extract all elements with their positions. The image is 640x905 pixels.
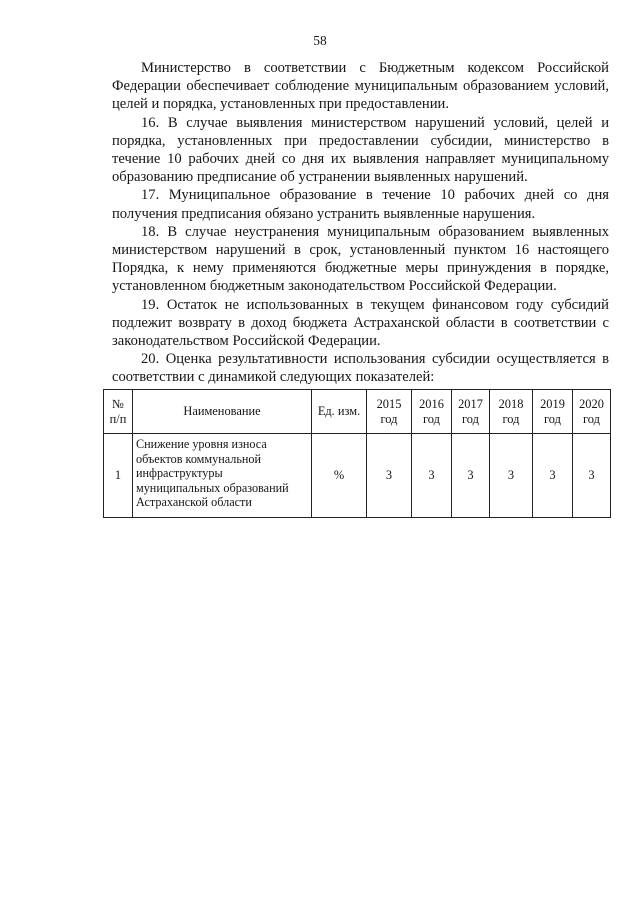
header-2016: 2016 год — [412, 390, 452, 434]
table-header-row — [104, 390, 611, 434]
paragraph-19: 19. Остаток не использованных в текущем финансовом году субсидий подлежит возврату в доход бюджета Астраханской области в соответствии с законодательством Российской Федерации. — [112, 296, 609, 350]
cell-2020: 3 — [573, 434, 611, 518]
cell-2016: 3 — [412, 434, 452, 518]
paragraph-18: 18. В случае неустранения муниципальным образованием выявленных министерством нарушений в срок, установленный пунктом 16 настоящего Порядка, к нему применяются бюджетные меры принуждения в порядке, установленном бюджетным законодательством Российской Федерации. — [112, 223, 609, 295]
cell-2018: 3 — [490, 434, 533, 518]
document-body — [112, 59, 609, 387]
page-number: 58 — [313, 33, 327, 48]
cell-name: Снижение уровня износа объектов коммунальной инфраструктуры муниципальных образований Астраханской области — [133, 434, 312, 518]
header-name: Наименование — [133, 390, 312, 434]
header-2015: 2015 год — [367, 390, 412, 434]
indicators-table — [103, 389, 611, 518]
cell-2017: 3 — [452, 434, 490, 518]
header-2020: 2020 год — [573, 390, 611, 434]
cell-2019: 3 — [533, 434, 573, 518]
paragraph-17: 17. Муниципальное образование в течение 10 рабочих дней со дня получения предписания обязано устранить выявленные нарушения. — [112, 187, 609, 222]
paragraph-16: 16. В случае выявления министерством нарушений условий, целей и порядка, установленных при предоставлении субсидии, министерство в течение 10 рабочих дней со дня их выявления направляет муниципальному образованию предписание об устранении выявленных нарушений. — [112, 114, 609, 186]
header-number: № п/п — [104, 390, 133, 434]
paragraph-ministry-compliance: Министерство в соответствии с Бюджетным кодексом Российской Федерации обеспечивает соблюдение муниципальным образованием условий, целей и порядка, установленных при предоставлении. — [112, 60, 609, 113]
paragraph-20: 20. Оценка результативности использования субсидии осуществляется в соответствии с динамикой следующих показателей: — [112, 351, 609, 386]
header-2018: 2018 год — [490, 390, 533, 434]
header-unit: Ед. изм. — [312, 390, 367, 434]
cell-number: 1 — [104, 434, 133, 518]
header-2019: 2019 год — [533, 390, 573, 434]
header-2017: 2017 год — [452, 390, 490, 434]
table-row — [104, 434, 611, 518]
cell-2015: 3 — [367, 434, 412, 518]
cell-unit: % — [312, 434, 367, 518]
